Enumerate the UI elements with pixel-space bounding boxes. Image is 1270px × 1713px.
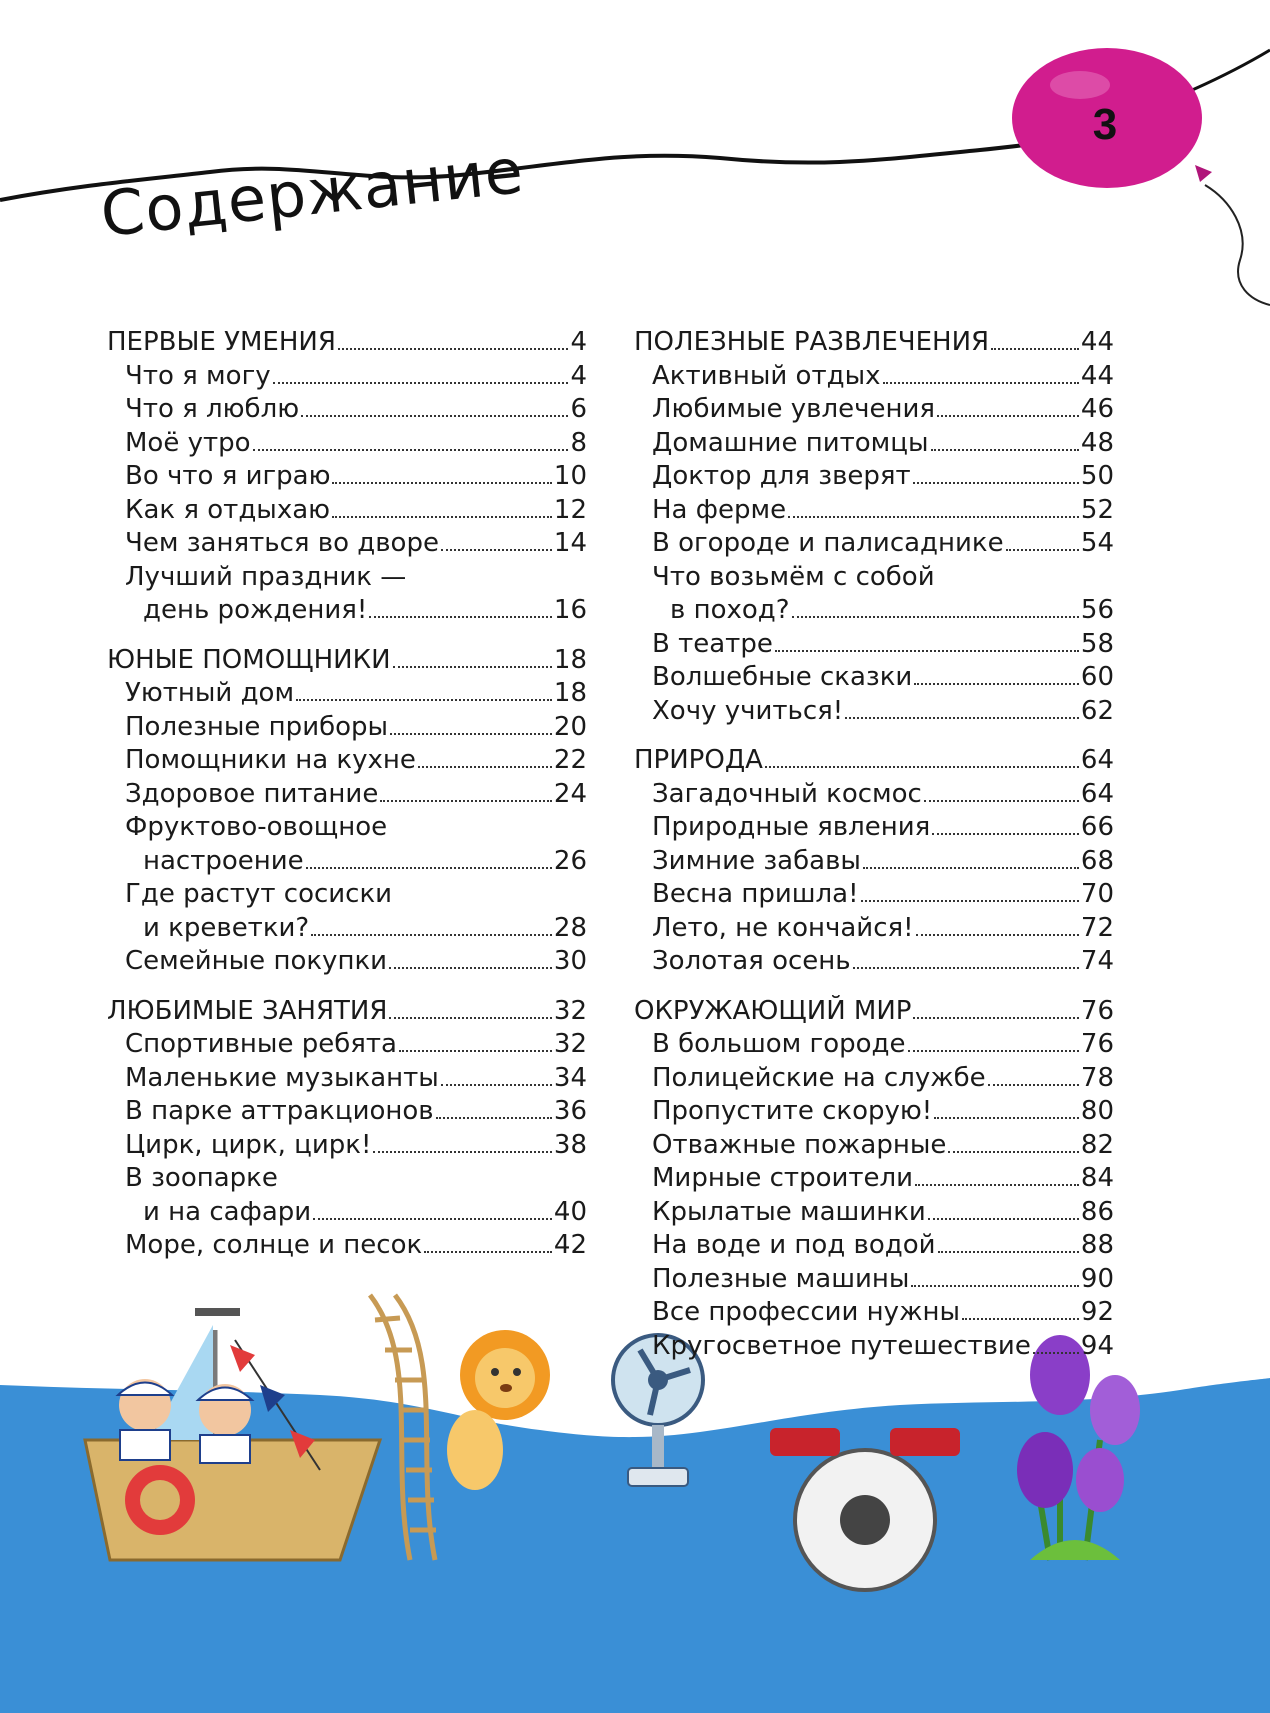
entry-page: 12: [553, 494, 587, 525]
dot-leader: [765, 766, 1079, 768]
section-heading: [634, 744, 1114, 778]
dot-leader: [436, 1117, 552, 1119]
entry-page: 26: [553, 845, 587, 876]
toc-entry: [634, 360, 1114, 394]
entry-label: день рождения!: [143, 595, 368, 625]
entry-page: 70: [1080, 879, 1114, 909]
entry-page: 28: [553, 912, 587, 943]
toc-entry: [107, 1196, 587, 1230]
entry-page: 72: [1080, 912, 1114, 943]
dot-leader: [913, 482, 1079, 484]
section-heading: [107, 326, 587, 360]
entry-label: Домашние питомцы: [652, 427, 929, 458]
dot-leader: [775, 650, 1079, 652]
entry-label: Помощники на кухне: [125, 745, 416, 775]
entry-label: ЮНЫЕ ПОМОЩНИКИ: [107, 644, 391, 675]
dot-leader: [296, 699, 552, 701]
toc-entry: [107, 494, 587, 528]
dot-leader: [441, 549, 552, 551]
dot-leader: [380, 800, 552, 802]
entry-label: ОКРУЖАЮЩИЙ МИР: [634, 995, 912, 1026]
entry-page: 40: [553, 1196, 587, 1227]
entry-label: Уютный дом: [125, 678, 295, 708]
dot-leader: [273, 382, 569, 384]
entry-page: 4: [570, 327, 587, 357]
entry-page: 10: [553, 461, 587, 491]
dot-leader: [911, 1285, 1078, 1287]
entry-label: ПЕРВЫЕ УМЕНИЯ: [107, 327, 336, 357]
entry-page: 66: [1080, 812, 1114, 842]
entry-page: 78: [1080, 1062, 1114, 1093]
entry-label: Что я люблю: [125, 394, 300, 424]
entry-label: и креветки?: [143, 912, 310, 943]
toc-entry-line: Где растут сосиски: [125, 879, 393, 909]
toc-entry-line: В зоопарке: [125, 1163, 278, 1193]
entry-page: 62: [1080, 695, 1114, 726]
entry-page: 82: [1080, 1129, 1114, 1160]
toc-section: [634, 326, 1114, 728]
dot-leader: [908, 1050, 1079, 1052]
entry-label: Золотая осень: [652, 946, 851, 976]
toc-entry: [634, 393, 1114, 427]
entry-page: 4: [570, 360, 587, 391]
dot-leader: [441, 1084, 552, 1086]
entry-page: 32: [553, 1029, 587, 1059]
entry-page: 76: [1080, 1029, 1114, 1059]
entry-label: В большом городе: [652, 1029, 906, 1059]
toc-entry-line: Лучший праздник —: [125, 561, 407, 592]
entry-page: 50: [1080, 461, 1114, 491]
page-number: 3: [1092, 100, 1118, 149]
toc-entry: [107, 1095, 587, 1129]
entry-page: 74: [1080, 946, 1114, 976]
dot-leader: [301, 415, 568, 417]
entry-page: 84: [1080, 1163, 1114, 1193]
entry-page: 32: [553, 995, 587, 1026]
dot-leader: [928, 1218, 1079, 1220]
dot-leader: [948, 1151, 1079, 1153]
toc-section: [107, 995, 587, 1263]
entry-page: 24: [553, 778, 587, 809]
entry-page: 64: [1080, 778, 1114, 809]
entry-label: Крылатые машинки: [652, 1196, 926, 1227]
entry-label: Как я отдыхаю: [125, 494, 331, 525]
entry-page: 54: [1080, 528, 1114, 558]
entry-label: Природные явления: [652, 812, 931, 842]
entry-page: 90: [1080, 1263, 1114, 1294]
entry-label: В театре: [652, 628, 773, 659]
entry-label: Кругосветное путешествие: [652, 1330, 1031, 1361]
entry-label: Моё утро: [125, 427, 251, 458]
dot-leader: [863, 867, 1079, 869]
dot-leader: [934, 1117, 1079, 1119]
dot-leader: [389, 1017, 551, 1019]
entry-page: 56: [1080, 595, 1114, 625]
toc-entry: [634, 1095, 1114, 1129]
toc-entry: [634, 527, 1114, 561]
dot-leader: [424, 1251, 552, 1253]
entry-page: 44: [1080, 360, 1114, 391]
entry-label: На ферме: [652, 494, 787, 525]
dot-leader: [332, 482, 551, 484]
entry-page: 86: [1080, 1196, 1114, 1227]
entry-label: Маленькие музыканты: [125, 1062, 439, 1093]
entry-page: 80: [1080, 1096, 1114, 1126]
section-heading: [634, 326, 1114, 360]
balloon-tail-string: [1205, 185, 1270, 305]
entry-label: ЛЮБИМЫЕ ЗАНЯТИЯ: [107, 995, 388, 1026]
entry-page: 20: [553, 711, 587, 742]
entry-label: Семейные покупки: [125, 946, 388, 976]
toc-entry: [107, 1229, 587, 1263]
dot-leader: [253, 449, 569, 451]
entry-page: 46: [1080, 394, 1114, 424]
dot-leader: [390, 733, 552, 735]
entry-label: в поход?: [670, 595, 790, 625]
entry-page: 30: [553, 946, 587, 976]
dot-leader: [373, 1151, 552, 1153]
dot-leader: [845, 717, 1079, 719]
toc-section: [634, 744, 1114, 979]
dot-leader: [962, 1318, 1079, 1320]
entry-label: Загадочный космос: [652, 778, 922, 809]
dot-leader: [916, 934, 1079, 936]
toc-section: [634, 995, 1114, 1364]
entry-page: 16: [553, 595, 587, 625]
entry-label: Любимые увлечения: [652, 394, 935, 424]
dot-leader: [932, 833, 1079, 835]
toc-entry: [634, 878, 1114, 912]
toc-entry: [634, 460, 1114, 494]
section-heading: [634, 995, 1114, 1029]
toc-entry: [634, 945, 1114, 979]
toc-entry: [107, 594, 587, 628]
toc-entry: [634, 594, 1114, 628]
toc-entry: [107, 945, 587, 979]
toc-entry: [634, 1196, 1114, 1230]
toc-entry: [634, 628, 1114, 662]
toc-entry: [107, 393, 587, 427]
entry-page: 34: [553, 1062, 587, 1093]
entry-label: Весна пришла!: [652, 879, 859, 909]
dot-leader: [883, 382, 1079, 384]
dot-leader: [914, 683, 1079, 685]
entry-label: Спортивные ребята: [125, 1029, 397, 1059]
dot-leader: [991, 348, 1079, 350]
toc-entry: [107, 1028, 587, 1062]
entry-page: 88: [1080, 1230, 1114, 1260]
toc-entry: [634, 845, 1114, 879]
entry-label: Зимние забавы: [652, 845, 861, 876]
dot-leader: [988, 1084, 1079, 1086]
entry-page: 48: [1080, 427, 1114, 458]
entry-page: 92: [1080, 1297, 1114, 1327]
toc-entry-line: Что возьмём с собой: [652, 561, 935, 592]
dot-leader: [924, 800, 1079, 802]
dot-leader: [853, 967, 1079, 969]
toc-entry: [107, 360, 587, 394]
toc-entry: [107, 744, 587, 778]
entry-page: 14: [553, 528, 587, 558]
entry-label: Чем заняться во дворе: [125, 528, 439, 558]
dot-leader: [399, 1050, 552, 1052]
toc-entry: [107, 460, 587, 494]
section-heading: [107, 995, 587, 1029]
entry-page: 60: [1080, 662, 1114, 692]
section-heading: [107, 644, 587, 678]
dot-leader: [792, 616, 1079, 618]
toc-entry: [107, 711, 587, 745]
dot-leader: [1006, 549, 1079, 551]
dot-leader: [311, 934, 552, 936]
entry-page: 68: [1080, 845, 1114, 876]
entry-label: Здоровое питание: [125, 778, 379, 809]
entry-label: Все профессии нужны: [652, 1297, 961, 1327]
entry-page: 18: [553, 678, 587, 708]
toc-entry: [634, 427, 1114, 461]
entry-page: 6: [570, 394, 587, 424]
dot-leader: [788, 516, 1079, 518]
entry-label: На воде и под водой: [652, 1230, 936, 1260]
toc-entry: [634, 661, 1114, 695]
toc-entry: [634, 811, 1114, 845]
dot-leader: [389, 967, 552, 969]
toc-entry: [634, 912, 1114, 946]
entry-label: Отважные пожарные: [652, 1129, 947, 1160]
entry-page: 44: [1080, 327, 1114, 357]
dot-leader: [313, 1218, 552, 1220]
entry-label: Волшебные сказки: [652, 662, 913, 692]
toc-entry: [634, 1028, 1114, 1062]
entry-page: 36: [553, 1096, 587, 1126]
dot-leader: [937, 415, 1079, 417]
dot-leader: [369, 616, 552, 618]
dot-leader: [913, 1017, 1078, 1019]
dot-leader: [915, 1184, 1079, 1186]
entry-page: 18: [553, 644, 587, 675]
entry-label: ПРИРОДА: [634, 745, 763, 775]
entry-label: Полицейские на службе: [652, 1062, 986, 1093]
toc-entry: [634, 494, 1114, 528]
entry-label: ПОЛЕЗНЫЕ РАЗВЛЕЧЕНИЯ: [634, 327, 990, 357]
dot-leader: [938, 1251, 1079, 1253]
entry-label: Активный отдых: [652, 360, 881, 391]
toc-entry: [634, 1129, 1114, 1163]
toc-entry: [107, 1062, 587, 1096]
entry-page: 8: [570, 427, 587, 458]
dot-leader: [306, 867, 552, 869]
toc-right-column: [634, 326, 1114, 1379]
entry-page: 42: [553, 1230, 587, 1260]
entry-page: 52: [1080, 494, 1114, 525]
entry-label: Цирк, цирк, цирк!: [125, 1129, 372, 1160]
toc-entry: [107, 1129, 587, 1163]
toc-entry: [634, 778, 1114, 812]
entry-page: 64: [1080, 745, 1114, 775]
toc-entry: [107, 845, 587, 879]
entry-label: В огороде и палисаднике: [652, 528, 1004, 558]
dot-leader: [931, 449, 1079, 451]
toc-entry: [634, 1229, 1114, 1263]
toc-entry: [107, 427, 587, 461]
toc-entry: [634, 1162, 1114, 1196]
toc-left-column: [107, 326, 587, 1279]
entry-label: Полезные машины: [652, 1263, 910, 1294]
entry-page: 38: [553, 1129, 587, 1160]
entry-label: Полезные приборы: [125, 711, 389, 742]
toc-entry: [634, 1062, 1114, 1096]
entry-label: Во что я играю: [125, 461, 331, 491]
entry-label: Мирные строители: [652, 1163, 914, 1193]
dot-leader: [1033, 1352, 1079, 1354]
entry-page: 22: [553, 745, 587, 775]
dot-leader: [418, 766, 552, 768]
entry-label: Хочу учиться!: [652, 695, 844, 726]
entry-label: В парке аттракционов: [125, 1096, 434, 1126]
entry-label: Море, солнце и песок: [125, 1230, 423, 1260]
toc-entry: [634, 695, 1114, 729]
entry-label: Пропустите скорую!: [652, 1096, 933, 1126]
entry-label: и на сафари: [143, 1196, 312, 1227]
toc-entry-line: Фруктово-овощное: [125, 812, 388, 842]
entry-page: 76: [1080, 995, 1114, 1026]
toc-section: [107, 644, 587, 979]
toc-entry: [634, 1296, 1114, 1330]
toc-entry: [634, 1263, 1114, 1297]
entry-page: 58: [1080, 628, 1114, 659]
toc-section: [107, 326, 587, 628]
entry-page: 94: [1080, 1330, 1114, 1361]
page-title: Содержание: [97, 134, 528, 251]
dot-leader: [338, 348, 569, 350]
dot-leader: [332, 516, 552, 518]
entry-label: Что я могу: [125, 360, 271, 391]
toc-entry: [634, 1330, 1114, 1364]
entry-label: настроение: [143, 845, 304, 876]
toc-entry: [107, 677, 587, 711]
entry-label: Доктор для зверят: [652, 461, 911, 491]
entry-label: Лето, не кончайся!: [652, 912, 914, 943]
toc-entry: [107, 778, 587, 812]
dot-leader: [393, 666, 552, 668]
toc-entry: [107, 527, 587, 561]
dot-leader: [861, 900, 1079, 902]
toc-entry: [107, 912, 587, 946]
